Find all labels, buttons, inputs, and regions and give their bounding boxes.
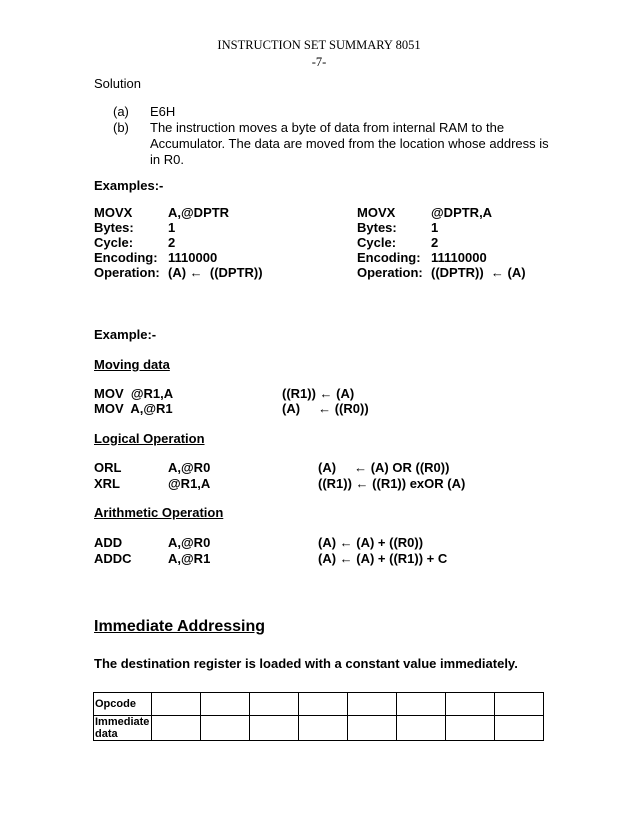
- immediate-label-line2: data: [95, 728, 118, 740]
- logical-op-1: ((R1)) ← ((R1)) exOR (A): [318, 476, 466, 491]
- movx-right-key-3: Encoding:: [357, 250, 421, 265]
- movx-right-val-0: @DPTR,A: [431, 205, 493, 220]
- movx-left-val-4: (A) ← ((DPTR)): [168, 265, 263, 280]
- movx-right-val-2: 2: [431, 235, 439, 250]
- logical-operand-1: @R1,A: [168, 476, 211, 491]
- arith-operand-1: A,@R1: [168, 551, 211, 566]
- table-cell: [495, 693, 544, 716]
- table-cell: [397, 693, 446, 716]
- immediate-description: The destination register is loaded with a constant value immediately.: [94, 656, 518, 671]
- movx-right-val-1: 1: [431, 220, 439, 235]
- example-heading: Example:-: [94, 327, 157, 342]
- moving-instr-1: MOV A,@R1: [94, 401, 173, 416]
- movx-left-key-0: MOVX: [94, 205, 133, 220]
- instruction-format-table: [93, 692, 544, 741]
- table-cell: [397, 716, 446, 741]
- arith-operand-0: A,@R0: [168, 535, 211, 550]
- movx-left-key-3: Encoding:: [94, 250, 158, 265]
- logical-operand-0: A,@R0: [168, 460, 211, 475]
- table-cell: [446, 716, 495, 741]
- moving-instr-0: MOV @R1,A: [94, 386, 174, 401]
- moving-op-0: ((R1)) ← (A): [282, 386, 355, 401]
- movx-left-val-3: 1110000: [168, 250, 218, 265]
- table-cell: [348, 693, 397, 716]
- movx-right-key-2: Cycle:: [357, 235, 397, 250]
- arith-op-1: (A) ← (A) + ((R1)) + C: [318, 551, 448, 566]
- solution-marker-a: (a): [113, 104, 129, 119]
- immediate-heading: Immediate Addressing: [94, 618, 266, 635]
- arithmetic-heading: Arithmetic Operation: [94, 505, 224, 520]
- table-cell: [299, 693, 348, 716]
- solution-heading: Solution: [94, 76, 141, 91]
- movx-right-val-3: 11110000: [431, 250, 487, 265]
- table-cell: [152, 716, 201, 741]
- movx-right-val-4: ((DPTR)) ← (A): [431, 265, 526, 280]
- table-cell: [201, 693, 250, 716]
- table-row: [94, 716, 544, 741]
- solution-marker-b: (b): [113, 120, 129, 135]
- table-cell: [201, 716, 250, 741]
- table-cell: [348, 716, 397, 741]
- movx-right-key-0: MOVX: [357, 205, 396, 220]
- logical-mn-0: ORL: [94, 460, 122, 475]
- movx-left-key-2: Cycle:: [94, 235, 134, 250]
- page-number: -7-: [311, 55, 327, 69]
- table-cell: [250, 716, 299, 741]
- solution-text-b-line3: in R0.: [150, 152, 184, 167]
- solution-text-a: E6H: [150, 104, 176, 119]
- table-row: [94, 693, 544, 716]
- solution-text-b-line2: Accumulator. The data are moved from the location whose address is: [150, 136, 549, 151]
- movx-left-val-2: 2: [168, 235, 176, 250]
- immediate-data-label: [94, 716, 152, 741]
- table-cell: [495, 716, 544, 741]
- movx-right-key-1: Bytes:: [357, 220, 397, 235]
- movx-left-val-0: A,@DPTR: [168, 205, 230, 220]
- logical-mn-1: XRL: [94, 476, 120, 491]
- opcode-label: Opcode: [94, 693, 152, 716]
- logical-heading: Logical Operation: [94, 431, 205, 446]
- logical-op-0: (A) ← (A) OR ((R0)): [318, 460, 450, 475]
- table-cell: [250, 693, 299, 716]
- moving-data-heading: Moving data: [94, 357, 170, 372]
- page-title: INSTRUCTION SET SUMMARY 8051: [217, 38, 421, 52]
- solution-text-b-line1: The instruction moves a byte of data from internal RAM to the: [150, 120, 505, 135]
- arith-mn-0: ADD: [94, 535, 123, 550]
- arith-mn-1: ADDC: [94, 551, 132, 566]
- examples-heading: Examples:-: [94, 178, 164, 193]
- movx-left-val-1: 1: [168, 220, 176, 235]
- movx-left-key-1: Bytes:: [94, 220, 134, 235]
- arith-op-0: (A) ← (A) + ((R0)): [318, 535, 424, 550]
- immediate-label-line1: Immediate: [95, 716, 150, 728]
- table-cell: [446, 693, 495, 716]
- table-cell: [152, 693, 201, 716]
- movx-right-key-4: Operation:: [357, 265, 423, 280]
- table-cell: [299, 716, 348, 741]
- moving-op-1: (A) ← ((R0)): [282, 401, 369, 416]
- movx-left-key-4: Operation:: [94, 265, 160, 280]
